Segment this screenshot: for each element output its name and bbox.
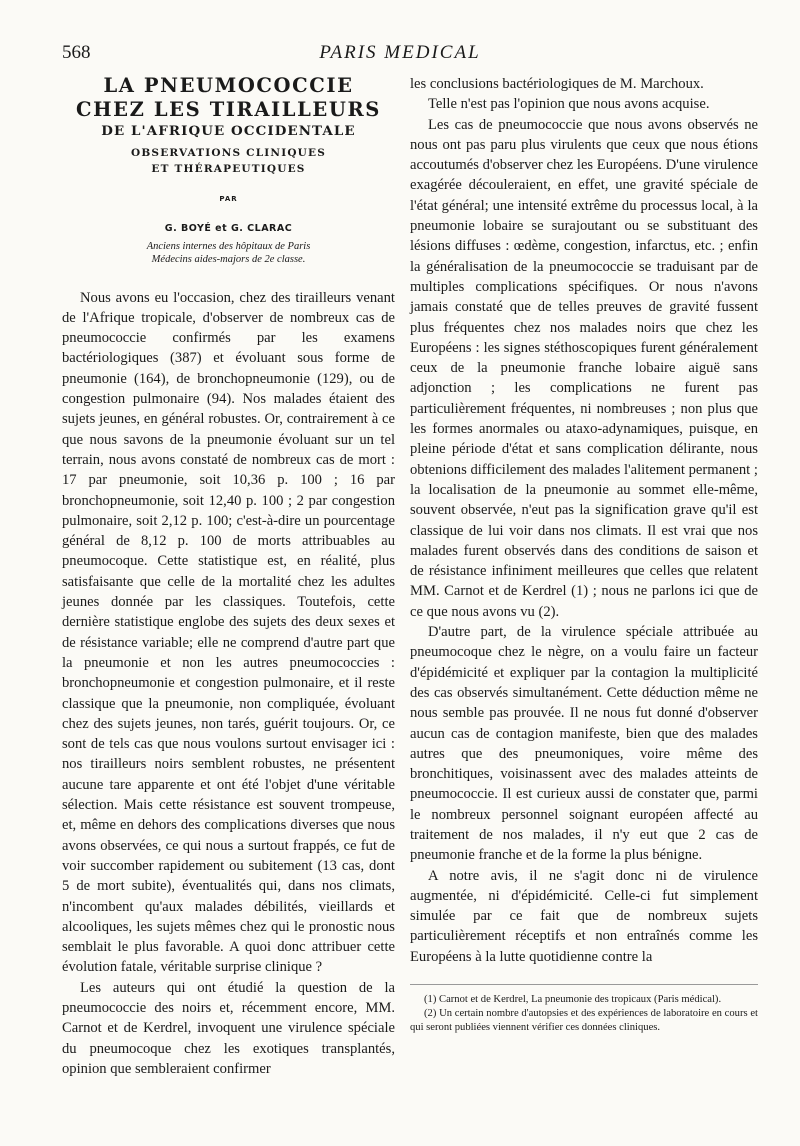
page-header xyxy=(62,42,738,66)
by-label: PAR xyxy=(219,195,238,203)
footnote: (2) Un certain nombre d'autopsies et des expériences de laboratoire en cours et qui seront publiées viennent vérifier ces données cliniques. xyxy=(410,1008,758,1033)
title-line-1: LA PNEUMOCOCCIE xyxy=(103,74,354,97)
affiliation-line-2: Médecins aides-majors de 2e classe. xyxy=(151,253,306,265)
paragraph: Nous avons eu l'occasion, chez des tirailleurs venant de l'Afrique tropicale, d'observer de nombreux cas de pneumococcie confirmés par les examens bactériologiques (387) et évoluant sous forme de pneumonie (164), de bronchopneumonie (129), ou de congestion pulmonaire (94). Nos malades étaient des sujets jeunes, en général robustes. Or, contrairement à ce que nous savons de la pneumonie évoluant sur un tel terrain, nous avons constaté de nombreux cas de mort : 17 par pneumonie, soit 10,36 p. 100 ; 16 par bronchopneumonie, soit 12,40 p. 100 ; 2 par congestion pulmonaire, soit 2,12 p. 100; c'est-à-dire un pourcentage général de 8,12 p. 100 de morts attribuables au pneumocoque. Cette statistique est, en réalité, plus satisfaisante que celle de la mortalité chez les adultes jeunes donnée par les classiques. Toutefois, cette dernière statistique englobe des sujets des deux sexes et de résistance variable; elle ne comprend d'autre part que la pneumonie et non les autres pneumococcies : bronchopneumonie et congestion pulmonaire, et il reste classique que la pneumonie, non compliquée, évoluant chez des sujets jeunes, non tarés, guérit toujours. Or, ce sont de tels cas que nous voulons surtout envisager ici : nos tirailleurs noirs semblent robustes, ne présentent aucune tare apparente et ont été l'objet d'une véritable sélection. Mais cette résistance est souvent trompeuse, et, même en dehors des complications diverses que nous avons observées, ce qui nous a surtout frappés, ce fut de voir succomber rapidement ou subitement (13 cas, dont 5 de mort subite), éventualités qui, dans nos climats, n'incombent qu'aux malades débilités, vieillards et alcooliques, les sujets mêmes chez qui le pronostic nous semblait le plus favorable. A quoi donc attribuer cette évolution fatale, véritable surprise clinique ? xyxy=(62,289,395,976)
paragraph: D'autre part, de la virulence spéciale attribuée au pneumocoque chez le nègre, on a voulu faire un facteur d'épidémicité et expliquer par la contagion la multiplicité des cas observés simultanément. Cette déduction même ne nous semble pas prouvée. Il ne nous fut donné d'observer aucun cas de contagion manifeste, bien que des malades autres que des pneumoniques, voire même des bronchitiques, voisinassent avec des malades atteints de pneumococcie. Il est curieux aussi de constater que, parmi le nombreux personnel soignant européen affecté au traitement de nos malades, il n'y eut que 2 cas de pneumonie franche et de la forme la plus bénigne. xyxy=(410,624,758,864)
page-number: 568 xyxy=(62,42,91,63)
footnote: (1) Carnot et de Kerdrel, La pneumonie des tropicaux (Paris médical). xyxy=(424,994,722,1005)
subtitle-line-1: OBSERVATIONS CLINIQUES xyxy=(130,147,327,159)
footnotes xyxy=(410,984,758,1035)
paragraph: Les auteurs qui ont étudié la question de la pneumococcie des noirs et, récemment encore, MM. Carnot et de Kerdrel, invoquent une virulence spéciale du pneumocoque chez les exotiques transplantés, opinion que sembleraient confirmer xyxy=(62,979,395,1077)
authors: G. BOYÉ et G. CLARAC xyxy=(164,223,293,235)
running-title: PARIS MEDICAL xyxy=(319,42,481,63)
article-title-block xyxy=(62,74,395,266)
paragraph: Telle n'est pas l'opinion que nous avons acquise. xyxy=(428,96,710,113)
paragraph: les conclusions bactériologiques de M. Marchoux. xyxy=(410,76,704,92)
right-column xyxy=(410,74,758,967)
left-column xyxy=(62,74,395,1079)
subtitle-line-2: ET THÉRAPEUTIQUES xyxy=(151,163,306,175)
paragraph: A notre avis, il ne s'agit donc ni de virulence augmentée, ni d'épidémicité. Celle-ci fut simplement simulée par ce fait que de nombreux sujets particulièrement réceptifs et non entraînés comme les Européens à la lutte quotidienne contre la xyxy=(410,867,758,965)
paragraph: Les cas de pneumococcie que nous avons observés ne nous ont pas paru plus virulents que ceux que nous étions accoutumés d'observer chez les Européens. D'une virulence exagérée découleraient, en effet, une gravité spéciale de l'état général; une intensité extrême du processus local, à la pneumonie lobaire se surajoutant ou se substituant des lésions diffuses : œdème, congestion, infarctus, etc. ; enfin la généralisation de la pneumococcie se traduisant par de multiples complications spécifiques. Or nous n'avons jamais constaté que de telles preuves de gravité fussent plus fréquentes chez nos malades noirs que chez les Européens : les signes stéthoscopiques furent généralement ceux de la pneumonie franche lobaire aiguë sans adjonction ; les complications ne furent pas particulièrement fréquentes, ni nombreuses ; non plus que les formes anormales ou ataxo-adynamiques, puisque, en pleine période d'état et sans complication délirante, nous obtenions difficilement des malades l'alitement permanent ; la localisation de la pneumonie au sommet elle-même, souvent observée, n'eut pas la signification grave qu'il est classique de lui voir dans nos climats. Il est vrai que nos malades furent observés dans des conditions de saison et de résistance infiniment meilleures que celles que relatent MM. Carnot et de Kerdrel (1) ; nous ne parlons ici que de ce que nous avons vu (2). xyxy=(410,116,758,620)
affiliation-line-1: Anciens internes des hôpitaux de Paris xyxy=(146,240,311,252)
title-line-2: CHEZ LES TIRAILLEURS xyxy=(76,98,381,121)
title-line-3: DE L'AFRIQUE OCCIDENTALE xyxy=(101,123,356,139)
